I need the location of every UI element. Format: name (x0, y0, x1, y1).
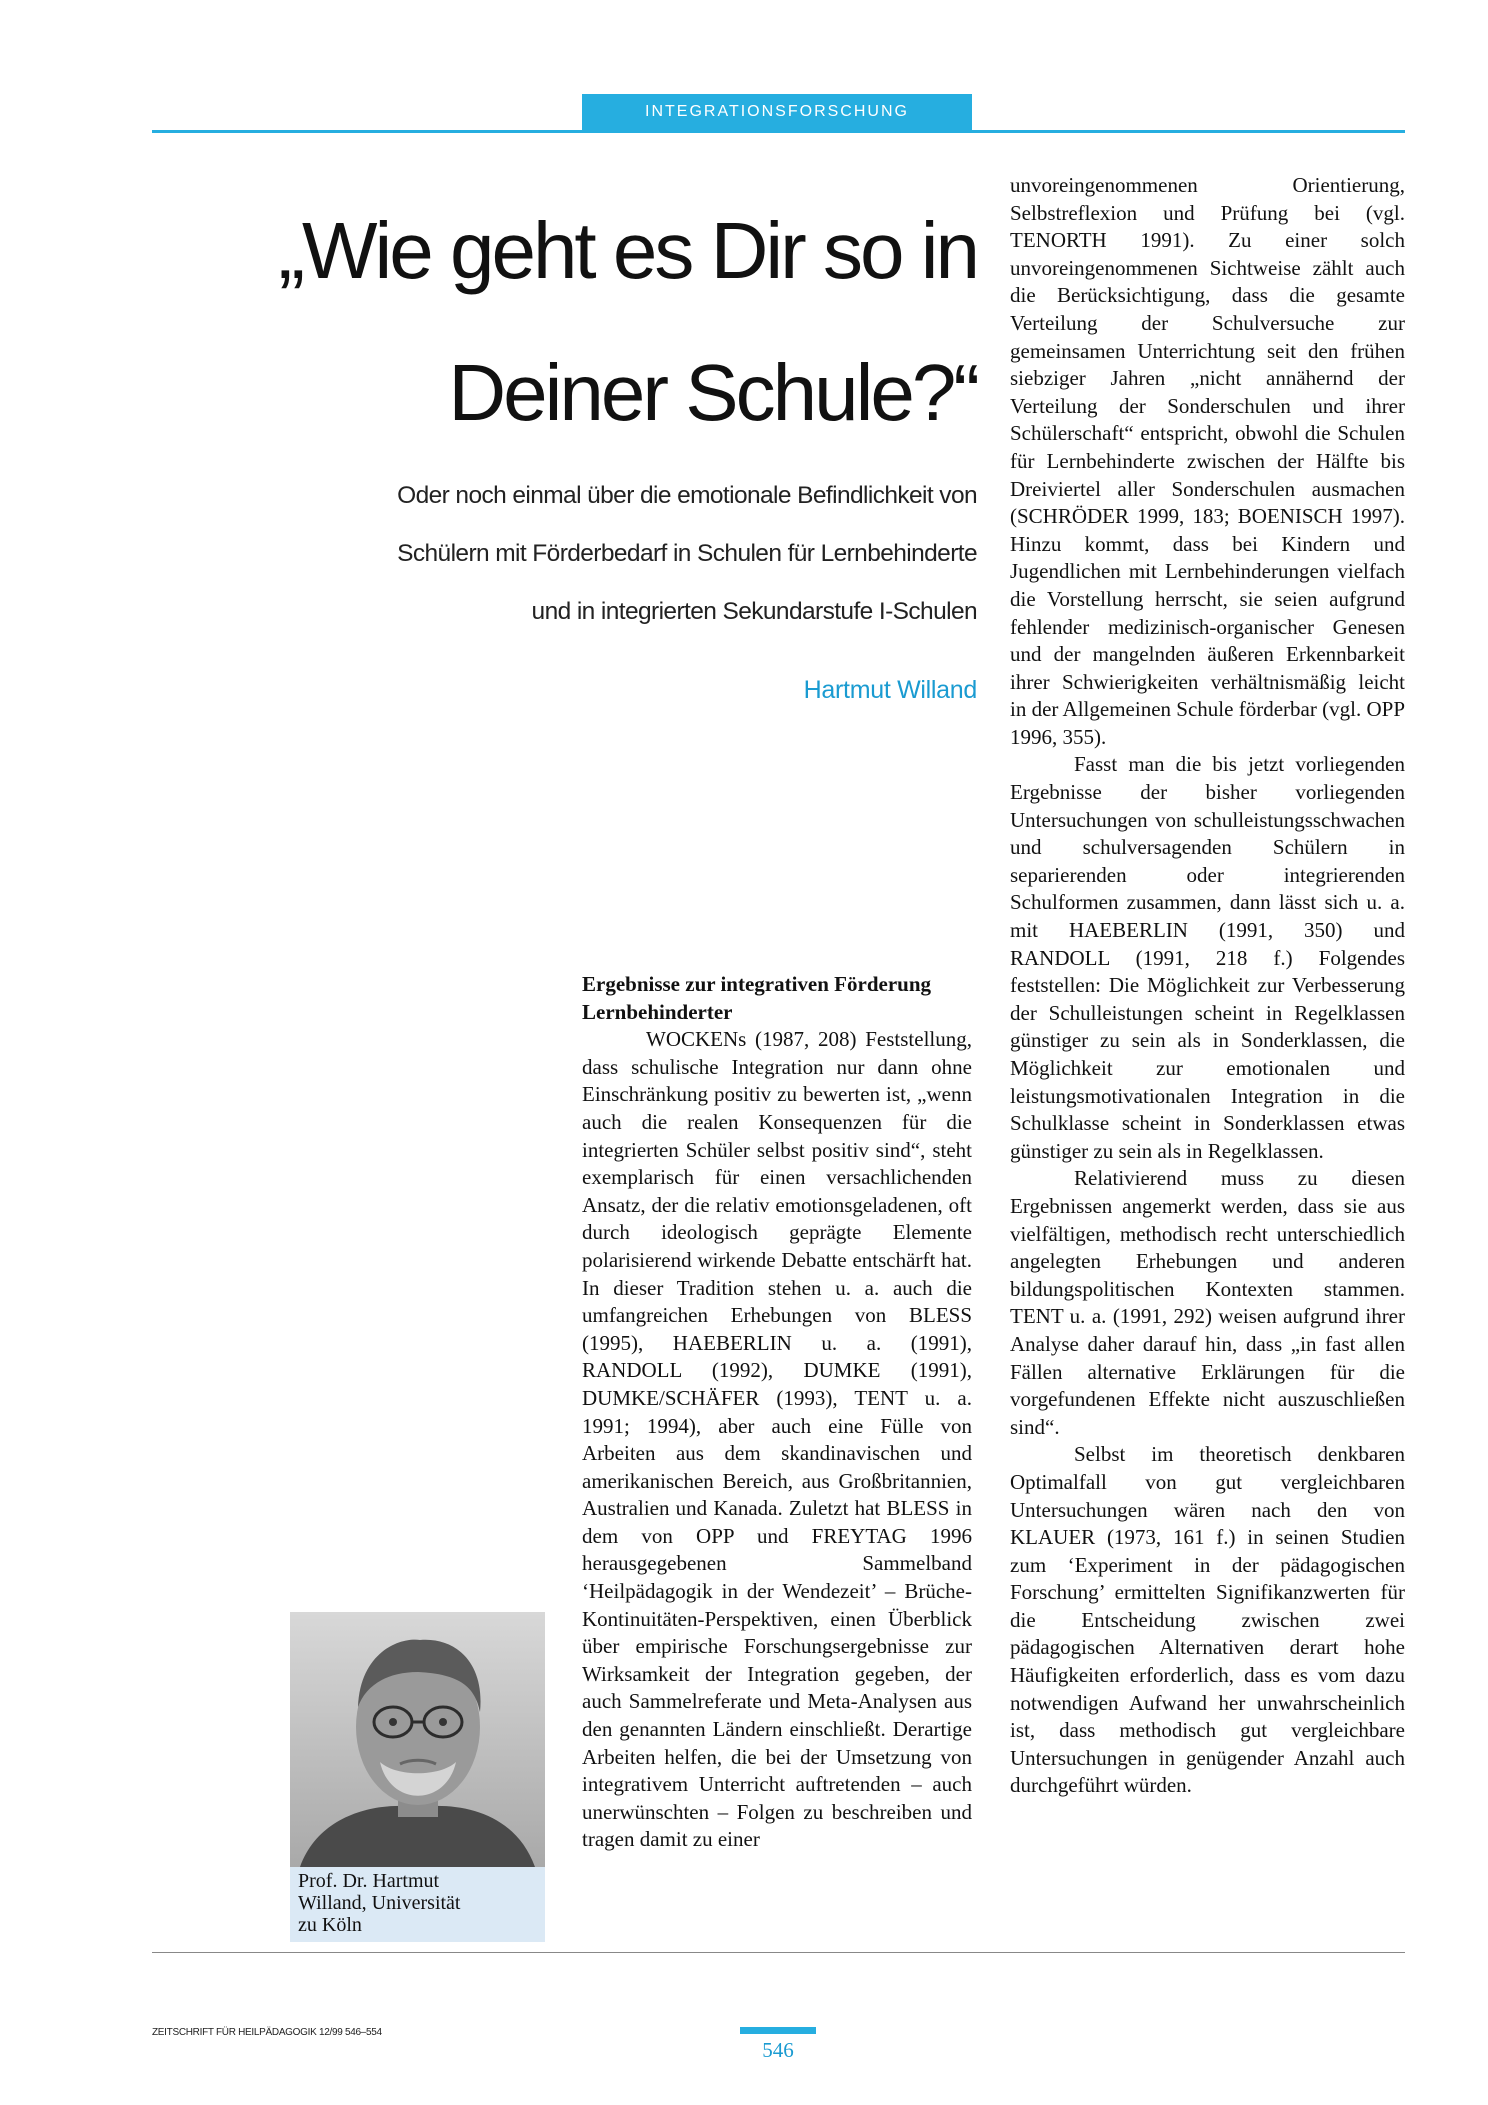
paragraph: Selbst im theoretisch denkbaren Optimalfall von gut vergleichbaren Untersuchungen wären nach den von KLAUER (1973, 161 f.) in seinen Studien zum ‘Experiment in der pädagogischen Forschung’ ermittelten Signifikanzwerten für die Entscheidung zwischen zwei pädagogischen Alternativen derart hohe Häufigkeiten erforderlich, dass es vom dazu notwendigen Aufwand her unwahrscheinlich ist, dass methodisch gut vergleichbare Untersuchungen in genügender Anzahl auch durchgeführt würden. (1010, 1442, 1405, 1798)
paragraph: Relativierend muss zu diesen Ergebnissen angemerkt werden, dass sie aus vielfältigen, methodisch recht unterschiedlich angelegten Erhebungen und anderen bildungspolitischen Kontexten stammen. TENT u. a. (1991, 292) weisen aufgrund ihrer Analyse daher darauf hin, dass „in fast allen Fällen alternative Erklärungen für die vorgefundenen Effekte nicht auszuschließen sind“. (1010, 1166, 1405, 1439)
footer-rule (152, 1952, 1405, 1953)
page-number-bar (740, 2027, 816, 2034)
paragraph: WOCKENs (1987, 208) Feststellung, dass schulische Integration nur dann ohne Einschränkung positiv zu bewerten ist, „wenn auch die realen Konsequenzen für die integrierten Schüler selbst positiv sind“, steht exemplarisch für einen versachlichenden Ansatz, der die relativ emotionsgeladenen, oft durch ideologisch geprägte Elemente polarisierend wirkende Debatte entschärft hat. In dieser Tradition stehen u. a. auch die umfangreichen Erhebungen von BLESS (1995), HAEBERLIN u. a. (1991), RANDOLL (1992), DUMKE (1991), DUMKE/SCHÄFER (1993), TENT u. a. 1991; 1994), aber auch eine Fülle von Arbeiten aus dem skandinavischen und amerikanischen Bereich, aus Großbritannien, Australien und Kanada. Zuletzt hat BLESS in dem von OPP und FREYTAG 1996 herausgegebenen Sammelband ‘Heilpädagogik in der Wendezeit’ – Brüche-Kontinuitäten-Perspektiven, einen Überblick über empirische Forschungsergebnisse zur Wirksamkeit der Integration gegeben, der auch Sammelreferate und Meta-Analysen aus den genannten Ländern einschließt. Derartige Arbeiten helfen, die bei der Umsetzung von integrativem Unterricht auftretenden – auch unerwünschten – Folgen zu beschreiben und tragen damit zu einer (582, 1027, 972, 1852)
body-column-right (1010, 172, 1405, 1800)
subtitle-line-1: Oder noch einmal über die emotionale Befindlichkeit von (397, 482, 977, 509)
author-portrait-photo (290, 1612, 545, 1867)
author-photo-box (290, 1612, 545, 1942)
caption-line-3: zu Köln (298, 1914, 362, 1936)
paragraph: unvoreingenommenen Orientierung, Selbstreflexion und Prüfung bei (vgl. TENORTH 1991). Zu einer solch unvoreingenommenen Sichtweise zählt auch die Berücksichtigung, dass die gesamte Verteilung der Schulversuche zur gemeinsamen Unterrichtung seit den frühen siebziger Jahren „nicht annähernd der Verteilung der Sonderschulen und ihrer Schülerschaft“ entspricht, obwohl die Schulen für Lernbehinderte zwischen der Hälfte bis Dreiviertel aller Sonderschulen ausmachen (SCHRÖDER 1999, 183; BOENISCH 1997). Hinzu kommt, dass bei Kindern und Jugendlichen mit Lernbehinderungen vielfach die Vorstellung herrscht, sie seien aufgrund fehlender medizinisch-organischer Genesen und der mangelnden äußeren Erkennbarkeit ihrer Schwierigkeiten verhältnismäßig leicht in der Allgemeinen Schule förderbar (vgl. OPP 1996, 355). (1010, 173, 1405, 749)
subtitle-line-2: Schülern mit Förderbedarf in Schulen für Lernbehinderte (397, 540, 977, 567)
title-line-2: Deiner Schule?“ (448, 348, 977, 437)
journal-reference: ZEITSCHRIFT FÜR HEILPÄDAGOGIK 12/99 546–554 (152, 2027, 382, 2038)
paragraph: Fasst man die bis jetzt vorliegenden Ergebnisse der bisher vorliegenden Untersuchungen von schulleistungsschwachen und schulversagenden Schülern in separierenden oder integrierenden Schulformen zusammen, dann lässt sich u. a. mit HAEBERLIN (1991, 350) und RANDOLL (1991, 218 f.) Folgendes feststellen: Die Möglichkeit zur Verbesserung der Schulleistungen scheint in Regelklassen günstiger zu sein als in Sonderklassen, die Möglichkeit zur emotionalen und leistungsmotivationalen Integration in die Schulklasse scheint in Sonderklassen etwas günstiger zu sein als in Regelklassen. (1010, 752, 1405, 1163)
caption-line-1: Prof. Dr. Hartmut (298, 1870, 440, 1892)
body-column-middle (582, 971, 972, 1854)
article-subtitle (180, 467, 977, 641)
subtitle-line-3: und in integrierten Sekundarstufe I-Schulen (531, 598, 977, 625)
header-rule (152, 130, 1405, 133)
photo-caption (298, 1870, 538, 1936)
author-name: Hartmut Willand (803, 676, 977, 704)
caption-line-2: Willand, Universität (298, 1892, 461, 1914)
title-line-1: „Wie geht es Dir so in (278, 206, 977, 295)
section-heading: Ergebnisse zur integrativen Förderung Lernbehinderter (582, 972, 932, 1024)
page-number: 546 (762, 2038, 794, 2062)
article-title (200, 180, 977, 464)
section-label: INTEGRATIONSFORSCHUNG (582, 94, 972, 130)
